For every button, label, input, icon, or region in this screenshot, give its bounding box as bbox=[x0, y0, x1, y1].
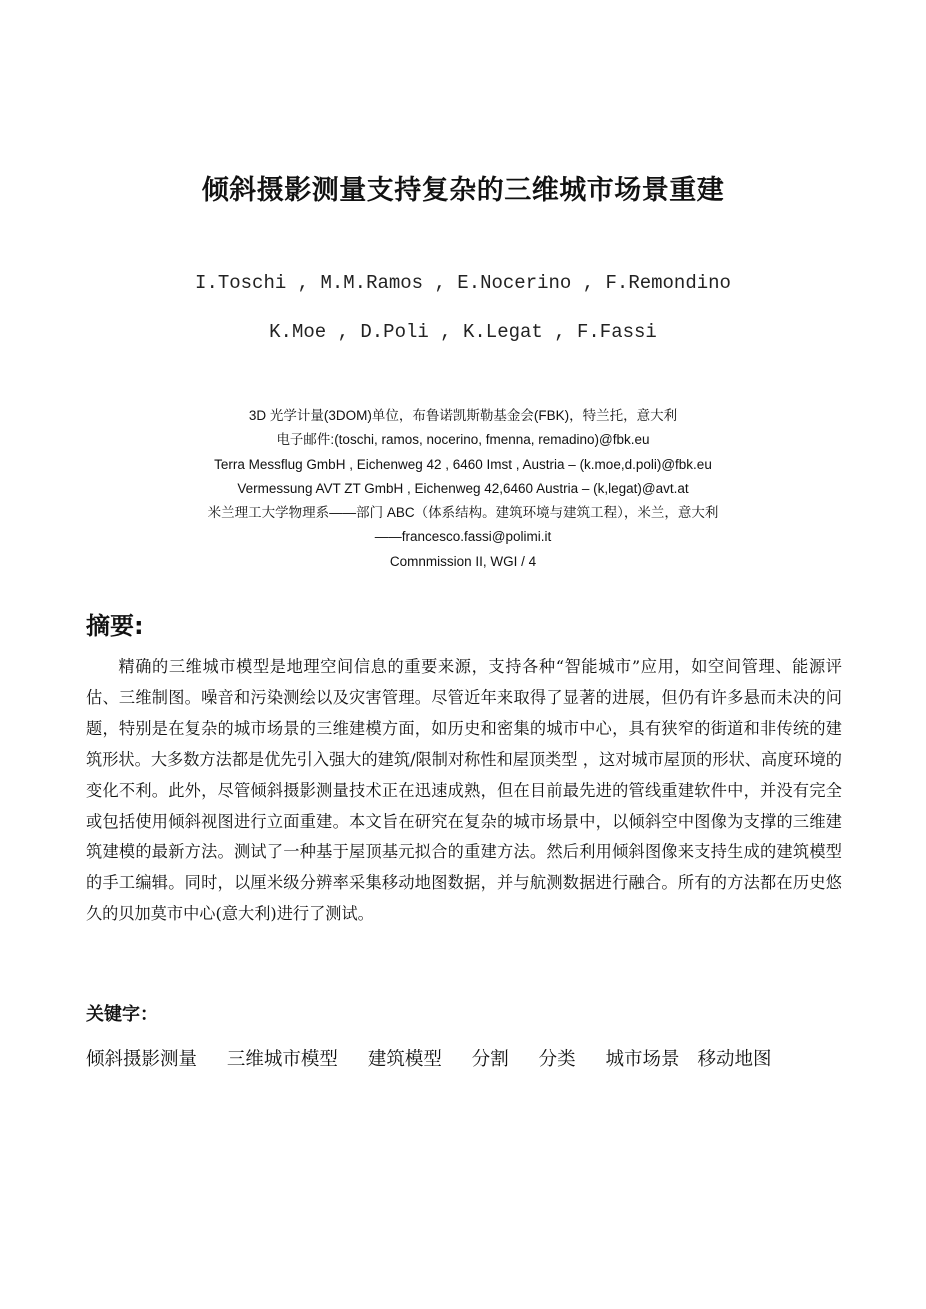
keyword-item: 移动地图 bbox=[697, 1049, 772, 1070]
affiliation-line: Comnmission II, WGI / 4 bbox=[389, 553, 537, 569]
keyword-item: 分割 bbox=[471, 1049, 509, 1070]
authors-line-1: I.Toschi , M.M.Ramos , E.Nocerino , F.Remondino bbox=[195, 272, 731, 294]
affiliations bbox=[0, 404, 926, 574]
keyword-item: 倾斜摄影测量 bbox=[86, 1049, 198, 1070]
keyword-item: 分类 bbox=[538, 1049, 576, 1070]
authors-line-2: K.Moe , D.Poli , K.Legat , F.Fassi bbox=[269, 321, 657, 343]
abstract-text: 精确的三维城市模型是地理空间信息的重要来源，支持各种“智能城市”应用，如空间管理、能源评估、三维制图。噪音和污染测绘以及灾害管理。尽管近年来取得了显著的进展，但仍有许多悬而未决的问题，特别是在复杂的城市场景的三维建模方面，如历史和密集的城市中心，具有狭窄的街道和非传统的建筑形状。大多数方法都是优先引入强大的建筑/限制对称性和屋顶类型 ，这对城市屋顶的形状、高度环境的变化不利。此外，尽管倾斜摄影测量技术正在迅速成熟，但在目前最先进的管线重建软件中，并没有完全或包括使用倾斜视图进行立面重建。本文旨在研究在复杂的城市场景中，以倾斜空中图像为支撑的三维建筑建模的最新方法。测试了一种基于屋顶基元拟合的重建方法。然后利用倾斜图像来支持生成的建筑模型的手工编辑。同时，以厘米级分辨率采集移动地图数据，并与航测数据进行融合。所有的方法都在历史悠久的贝加莫市中心(意大利)进行了测试。 bbox=[86, 657, 842, 924]
abstract-heading: 摘要: bbox=[86, 612, 144, 640]
affiliation-line: Vermessung AVT ZT GmbH , Eichenweg 42,6460 Austria – (k,legat)@avt.at bbox=[237, 480, 689, 496]
affiliation-line: ——francesco.fassi@polimi.it bbox=[374, 529, 552, 545]
keywords-list bbox=[86, 1045, 771, 1071]
keywords-heading: 关键字： bbox=[86, 1004, 158, 1025]
keyword-item: 建筑模型 bbox=[367, 1049, 442, 1070]
affiliation-line: 米兰理工大学物理系——部门 ABC（体系结构。建筑环境与建筑工程），米兰，意大利 bbox=[207, 505, 719, 521]
paper-title: 倾斜摄影测量支持复杂的三维城市场景重建 bbox=[201, 175, 725, 206]
keyword-item: 三维城市模型 bbox=[226, 1049, 338, 1070]
affiliation-line: 电子邮件:(toschi, ramos, nocerino, fmenna, remadino)@fbk.eu bbox=[276, 432, 650, 448]
affiliation-line: 3D 光学计量(3DOM)单位，布鲁诺凯斯勒基金会(FBK)，特兰托，意大利 bbox=[248, 408, 678, 423]
affiliation-line: Terra Messflug GmbH , Eichenweg 42 , 6460 Imst , Austria – (k.moe,d.poli)@fbk.eu bbox=[214, 456, 712, 472]
keyword-item: 城市场景 bbox=[605, 1049, 680, 1070]
